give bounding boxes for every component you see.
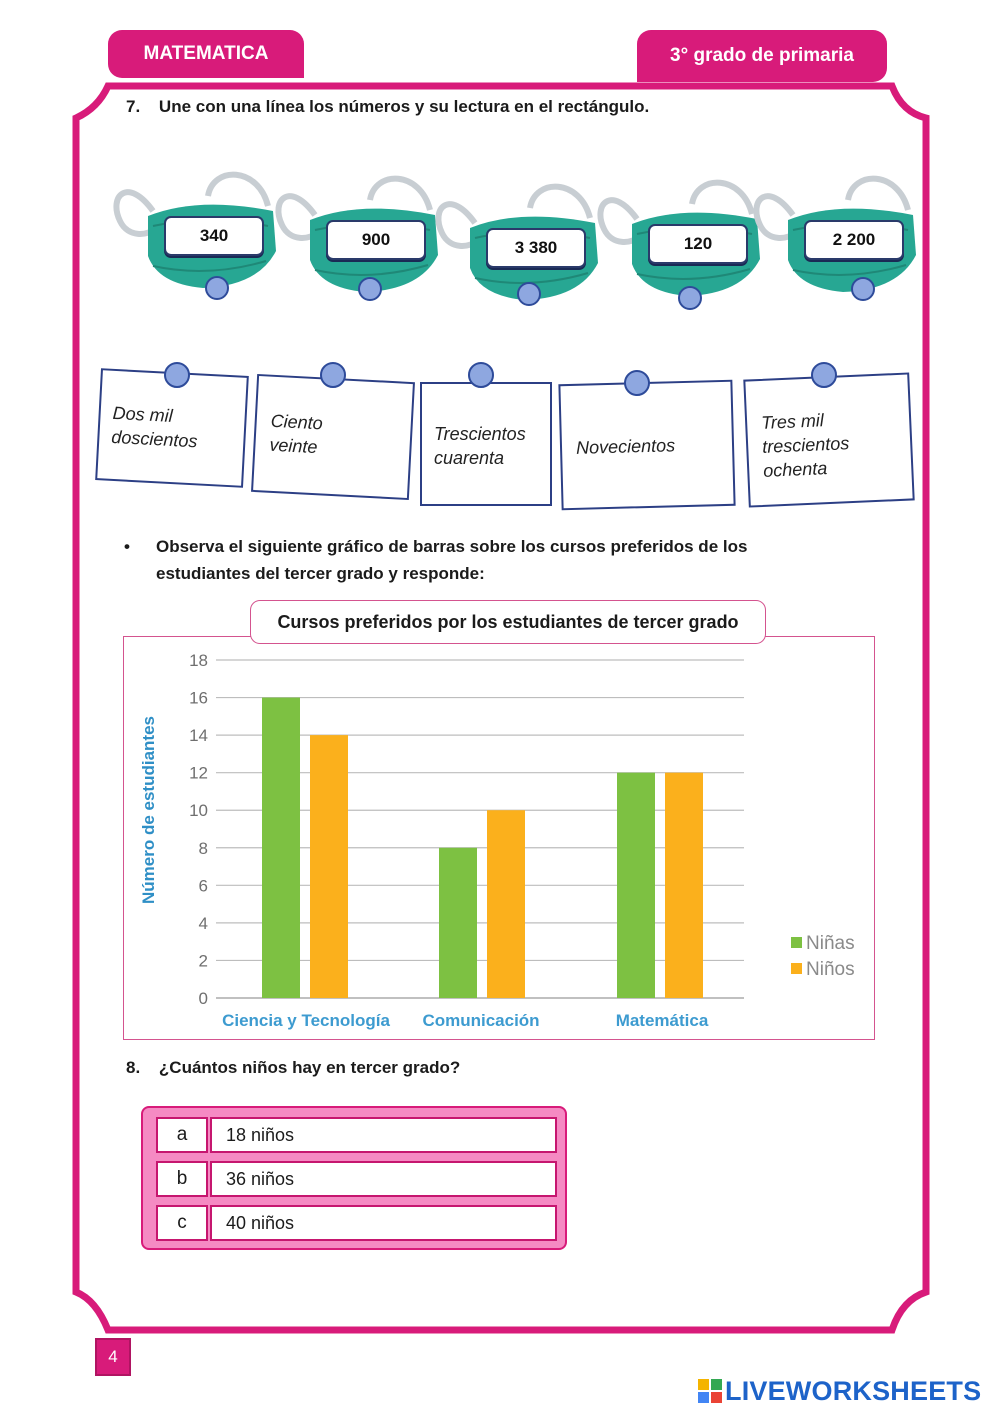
y-axis-label: Número de estudiantes [139, 716, 158, 904]
card-1-line-1: Dos mil [112, 402, 174, 427]
bar-niños-1 [310, 735, 348, 998]
y-tick-18: 18 [189, 651, 208, 670]
card-2-line-1: Ciento [270, 410, 324, 434]
liveworksheets-brand[interactable] [698, 1376, 981, 1407]
card-2-line-2: veinte [268, 434, 319, 458]
y-tick-10: 10 [189, 801, 208, 821]
question-8-number: 8. [126, 1058, 141, 1077]
brand-text: LIVEWORKSHEETS [725, 1376, 982, 1406]
mask-number-5: 2 200 [804, 220, 904, 260]
option-a-letter[interactable]: a [156, 1117, 208, 1153]
question-8-title [126, 1058, 460, 1078]
card-4-line-1: Novecientos [575, 435, 676, 458]
y-tick-12: 12 [189, 763, 208, 783]
legend-label-2: Niños [806, 959, 855, 980]
grade-label: 3° grado de primaria [670, 45, 854, 66]
y-tick-16: 16 [189, 688, 208, 708]
option-b-letter[interactable]: b [156, 1161, 208, 1197]
card-1-line-2: doscientos [110, 426, 198, 452]
x-category-label-3: Matemática [615, 1011, 709, 1030]
card-3-line-2: cuarenta [434, 448, 505, 468]
card-3-line-1: Trescientos [434, 424, 526, 444]
bar-niños-2 [487, 810, 525, 998]
option-c-text[interactable]: 40 niños [210, 1205, 557, 1241]
question-8-text: ¿Cuántos niños hay en tercer grado? [158, 1058, 461, 1077]
y-tick-6: 6 [198, 876, 208, 896]
card-5-line-3: ochenta [762, 458, 828, 481]
option-b-text[interactable]: 36 niños [210, 1161, 557, 1197]
y-tick-4: 4 [198, 913, 208, 933]
mask-number-1: 340 [164, 216, 264, 256]
question-7-text: Une con una línea los números y su lectura en el rectángulo. [158, 97, 650, 116]
y-tick-2: 2 [198, 951, 208, 971]
mask-number-4: 120 [648, 224, 748, 264]
y-tick-0: 0 [198, 989, 208, 1008]
bullet-line-2: estudiantes del tercer grado y responde: [156, 564, 485, 583]
bar-niñas-2 [439, 848, 477, 998]
bullet-line-1: Observa el siguiente gráfico de barras sobre los cursos preferidos de los [156, 537, 748, 556]
subject-label: MATEMATICA [143, 43, 269, 64]
liveworksheets-logo-icon [698, 1379, 722, 1403]
chart-title: Cursos preferidos por los estudiantes de tercer grado [250, 600, 766, 644]
x-category-label-1: Ciencia y Tecnología [222, 1011, 390, 1030]
y-tick-8: 8 [198, 838, 208, 858]
answer-options [141, 1106, 567, 1250]
mask-number-3: 3 380 [486, 228, 586, 268]
option-a-text[interactable]: 18 niños [210, 1117, 557, 1153]
legend-label-1: Niñas [806, 933, 855, 954]
question-7-number: 7. [126, 97, 141, 116]
bar-niñas-3 [617, 773, 655, 998]
legend-swatch-1 [791, 937, 802, 948]
option-c-letter[interactable]: c [156, 1205, 208, 1241]
bullet-symbol: • [124, 537, 130, 556]
mask-number-2: 900 [326, 220, 426, 260]
card-5-line-2: trescientos [761, 433, 850, 457]
y-tick-14: 14 [189, 726, 208, 746]
card-5-line-1: Tres mil [760, 410, 825, 433]
legend-swatch-2 [791, 963, 802, 974]
bar-niños-3 [665, 773, 703, 998]
page-number: 4 [95, 1338, 131, 1376]
bar-niñas-1 [262, 698, 300, 998]
x-category-label-2: Comunicación [422, 1011, 540, 1030]
